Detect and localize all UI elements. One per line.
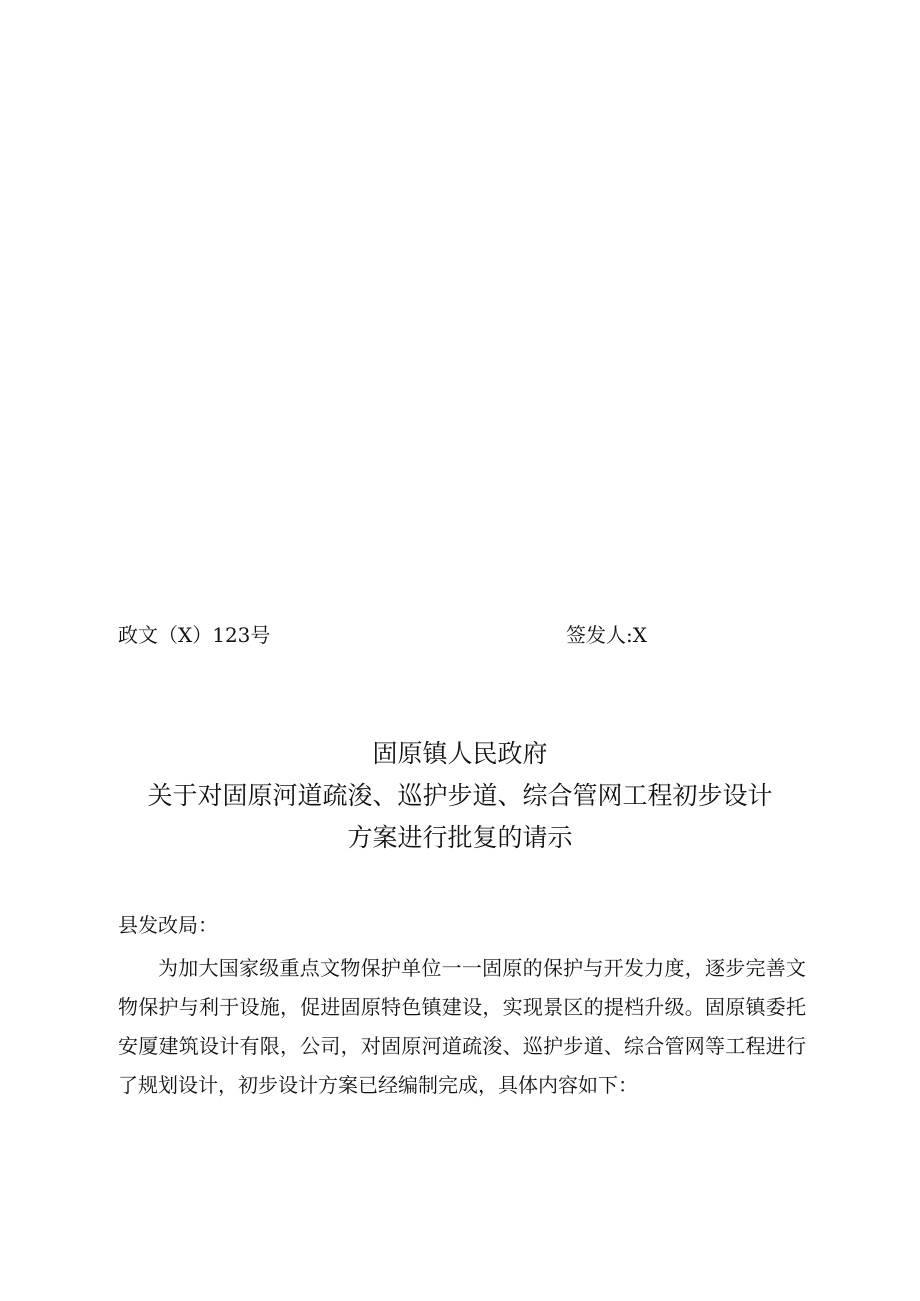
recipient: 县发改局： — [118, 913, 218, 937]
signer: 签发人:X — [566, 623, 647, 647]
body-paragraph: 为加大国家级重点文物保护单位一一固原的保护与开发力度，逐步完善文物保护与利于设施，促进固原特色镇建设，实现景区的提档升级。固原镇委托安厦建筑设计有限，公司，对固原河道疏浚、巡护步道、综合管网等工程进行了规划设计，初步设计方案已经编制完成，具体内容如下： — [118, 956, 806, 1097]
document-title — [0, 733, 920, 859]
document-body — [118, 949, 806, 1105]
document-header — [0, 620, 920, 650]
title-line-2: 关于对固原河道疏浚、巡护步道、综合管网工程初步设计 — [147, 781, 773, 810]
title-line-1: 固原镇人民政府 — [372, 739, 548, 768]
title-line-3: 方案进行批复的请示 — [347, 823, 573, 852]
document-number: 政文（X）123号 — [118, 623, 271, 647]
